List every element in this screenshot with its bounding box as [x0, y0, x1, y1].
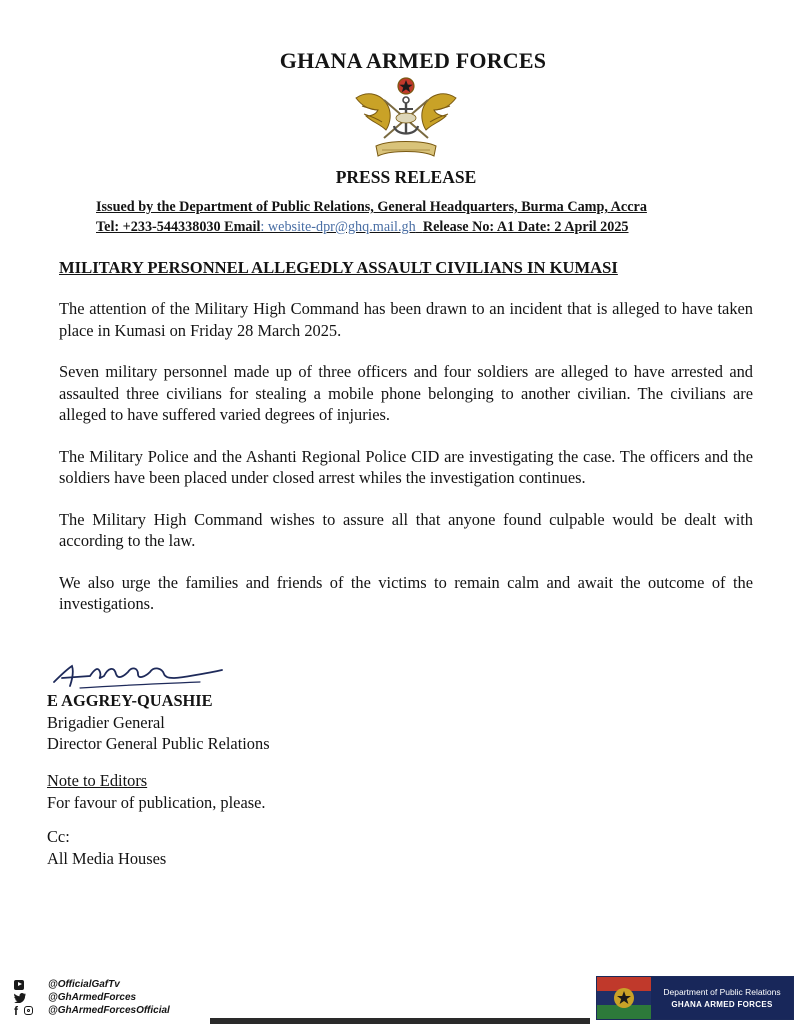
social-handles — [14, 978, 214, 1017]
signatory-rank: Brigadier General — [47, 712, 165, 732]
dpr-footer-badge — [596, 976, 794, 1020]
dpr-line2: GHANA ARMED FORCES — [671, 1000, 773, 1009]
paragraph: Seven military personnel made up of three officers and four soldiers are alleged to have arrested and assaulted three civilians for stealing a mobile phone belonging to another civilian. The civilians are alleged to have suffered varied degrees of injuries. — [59, 362, 753, 424]
notes-text: For favour of publication, please. — [47, 792, 266, 812]
cc-label: Cc: — [47, 827, 70, 846]
notes-to-editors — [47, 770, 265, 813]
release-info: Release No: A1 Date: 2 April 2025 — [422, 219, 629, 235]
youtube-handle: @OfficialGafTv — [48, 979, 120, 990]
social-row-youtube[interactable] — [14, 978, 214, 991]
facebook-instagram-handle: @GhArmedForcesOfficial — [48, 1005, 170, 1016]
twitter-icon — [14, 993, 26, 1003]
signatory-block — [47, 690, 270, 755]
contact-line — [96, 219, 710, 236]
signatory-title: Director General Public Relations — [47, 734, 270, 753]
paragraph: The Military High Command wishes to assure all that anyone found culpable would be dealt with according to the law. — [59, 509, 753, 550]
headline: MILITARY PERSONNEL ALLEGEDLY ASSAULT CIVILIANS IN KUMASI — [59, 258, 618, 277]
youtube-icon — [14, 980, 24, 990]
org-title: GHANA ARMED FORCES — [279, 48, 547, 73]
notes-heading: Note to Editors — [47, 771, 148, 790]
footer-divider-bar — [210, 1018, 590, 1024]
paragraph: The Military Police and the Ashanti Regional Police CID are investigating the case. The officers and the soldiers have been placed under closed arrest whiles the investigation continues. — [59, 446, 753, 487]
body-text — [59, 298, 753, 635]
facebook-icon: f — [14, 1003, 18, 1018]
instagram-icon — [24, 1006, 33, 1015]
dpr-text-block — [651, 977, 793, 1019]
doc-type-heading: PRESS RELEASE — [335, 167, 477, 187]
issued-by-line: Issued by the Department of Public Relations, General Headquarters, Burma Camp, Accra — [96, 199, 647, 215]
dpr-logo-icon — [597, 977, 651, 1019]
twitter-handle: @GhArmedForces — [48, 992, 137, 1003]
dpr-line1: Department of Public Relations — [663, 987, 781, 997]
social-row-twitter[interactable] — [14, 991, 214, 1004]
cc-block — [47, 826, 166, 869]
paragraph: We also urge the families and friends of the victims to remain calm and await the outcome of the investigations. — [59, 572, 753, 613]
ghana-armed-forces-crest — [348, 76, 464, 166]
signatory-name: E AGGREY-QUASHIE — [47, 691, 213, 710]
cc-recipients: All Media Houses — [47, 848, 167, 868]
tel-label: Tel: +233-544338030 Email — [96, 219, 261, 235]
paragraph: The attention of the Military High Command has been drawn to an incident that is alleged to have taken place in Kumasi on Friday 28 March 2025. — [59, 299, 753, 340]
handwritten-signature — [50, 652, 230, 694]
social-row-facebook-instagram[interactable] — [14, 1004, 214, 1017]
email-link[interactable]: : website-dpr@ghq.mail.gh — [260, 219, 416, 235]
